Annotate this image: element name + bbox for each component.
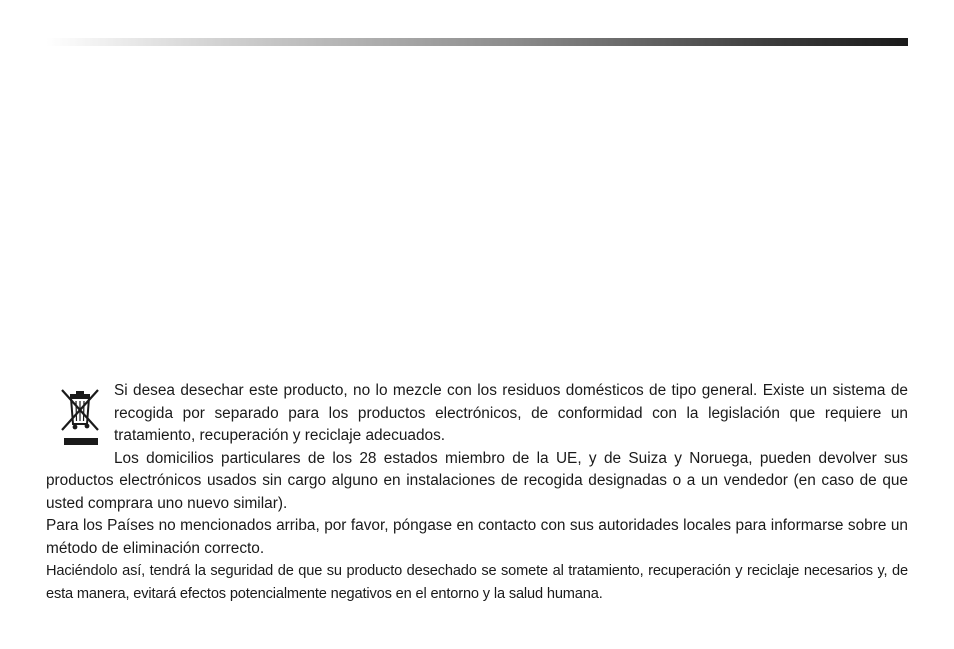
header-gradient-bar	[46, 38, 908, 46]
paragraph-eu-return: Los domicilios particulares de los 28 estados miembro de la UE, y de Suiza y Noruega, pueden devolver sus productos electrónicos usados sin cargo alguno en instalaciones de recogida designadas o a un vendedor (en caso de que usted comprara uno nuevo similar).	[46, 449, 908, 512]
paragraph-disposal-intro: Si desea desechar este producto, no lo mezcle con los residuos domésticos de tipo general. Existe un sistema de recogida por separado para los productos electrónicos, de conformidad con la legislación que requiere un tratamiento, recuperación y reciclaje adecuados.	[114, 382, 908, 444]
paragraph-environment: Haciéndolo así, tendrá la seguridad de que su producto desechado se somete al tratamiento, recuperación y reciclaje necesarios y, de esta manera, evitará efectos potencialmente negativos en el entorno y la salud humana.	[46, 563, 908, 602]
paragraph-other-countries: Para los Países no mencionados arriba, por favor, póngase en contacto con sus autoridades locales para informarse sobre un método de eliminación correcto.	[46, 517, 908, 557]
disposal-notice	[46, 380, 908, 605]
